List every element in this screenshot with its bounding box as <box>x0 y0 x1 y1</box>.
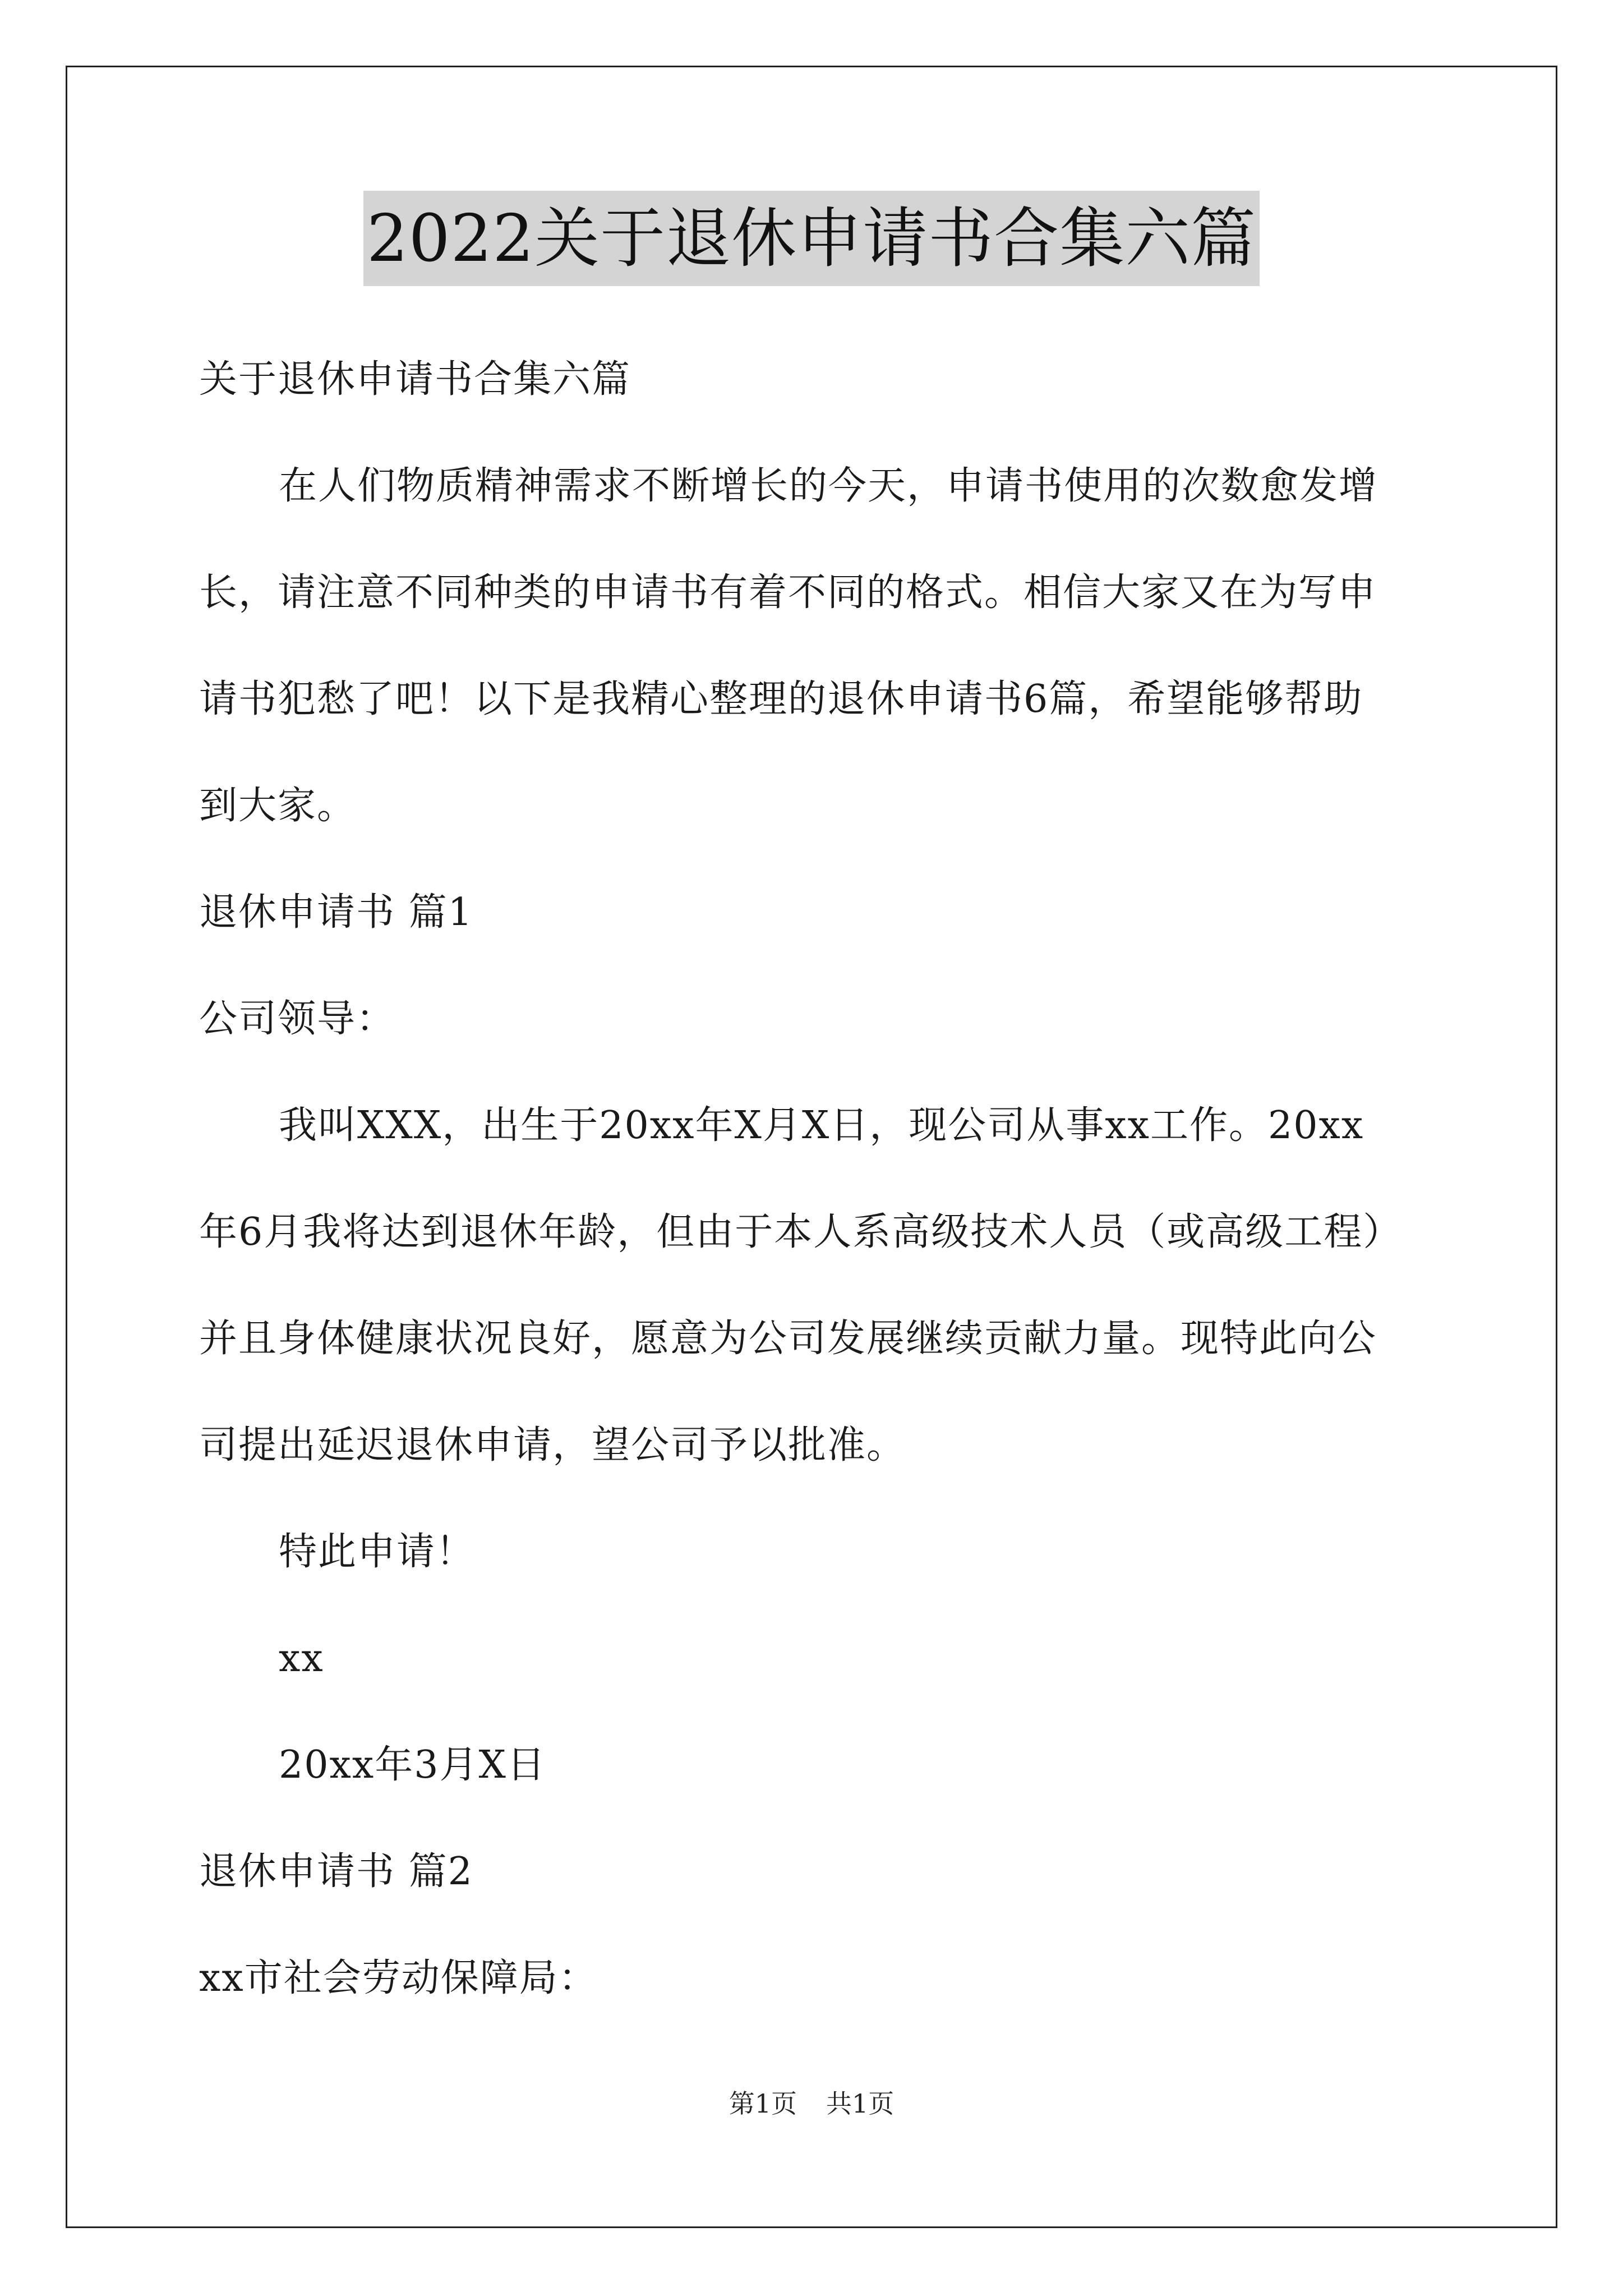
page-number: 第1页 <box>728 2088 797 2119</box>
body-paragraph-line: 并且身体健康状况良好，愿意为公司发展继续贡献力量。现特此向公 <box>199 1317 1377 1361</box>
section-heading: 退休申请书 篇1 <box>199 890 473 935</box>
intro-paragraph-line: 在人们物质精神需求不断增长的今天，申请书使用的次数愈发增 <box>279 464 1378 508</box>
signature-name: xx <box>279 1636 324 1681</box>
salutation: 公司领导： <box>199 997 396 1041</box>
body-paragraph-line: 司提出延迟退休申请，望公司予以批准。 <box>199 1423 906 1467</box>
section-heading: 退休申请书 篇2 <box>199 1849 473 1894</box>
page-footer <box>0 2087 1623 2120</box>
page-total: 共1页 <box>826 2088 895 2119</box>
closing-line: 特此申请！ <box>279 1530 476 1574</box>
title-container <box>0 191 1623 286</box>
intro-paragraph-line: 到大家。 <box>199 784 357 828</box>
intro-paragraph-line: 请书犯愁了吧！以下是我精心整理的退休申请书6篇，希望能够帮助 <box>199 677 1363 721</box>
doc-subtitle-line: 关于退休申请书合集六篇 <box>199 357 631 402</box>
signature-date: 20xx年3月X日 <box>279 1743 546 1787</box>
salutation: xx市社会劳动保障局： <box>199 1956 598 2000</box>
document-title: 2022关于退休申请书合集六篇 <box>363 191 1260 286</box>
intro-paragraph-line: 长，请注意不同种类的申请书有着不同的格式。相信大家又在为写申 <box>199 570 1377 615</box>
body-paragraph-line: 我叫XXX，出生于20xx年X月X日，现公司从事xx工作。20xx <box>279 1103 1364 1148</box>
body-paragraph-line: 年6月我将达到退休年龄，但由于本人系高级技术人员（或高级工程） <box>199 1210 1403 1254</box>
